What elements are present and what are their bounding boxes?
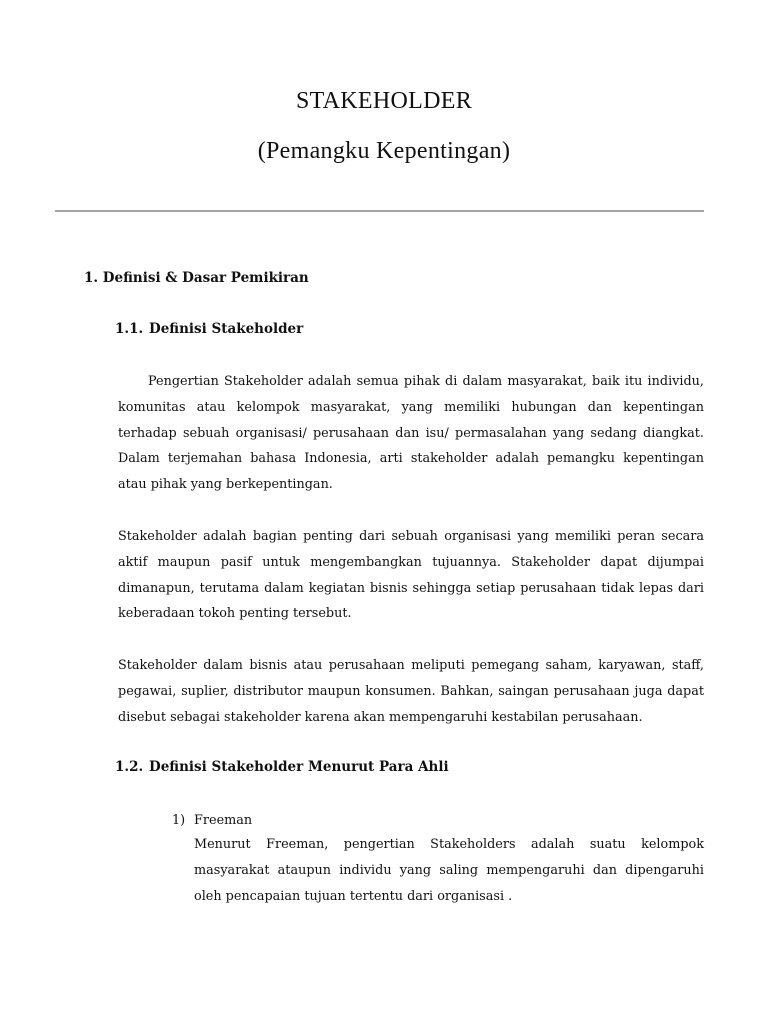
list-item-text: Menurut Freeman, pengertian Stakeholders adalah suatu kelompok masyarakat ataupun individu yang saling mempengaruhi dan dipengaruhi oleh pencapaian tujuan tertentu dari organisasi . bbox=[194, 837, 704, 904]
document-subtitle: (Pemangku Kepentingan) bbox=[257, 138, 511, 164]
section-1-heading bbox=[84, 270, 309, 286]
section-1-2-title: Definisi Stakeholder Menurut Para Ahli bbox=[149, 759, 449, 775]
paragraph-definition: Pengertian Stakeholder adalah semua pihak di dalam masyarakat, baik itu individu, komunitas atau kelompok masyarakat, yang memiliki hubungan dan kepentingan terhadap sebuah organisasi/ perusahaan dan isu/ permasalahan yang sedang diangkat. Dalam terjemahan bahasa Indonesia, arti stakeholder adalah pemangku kepentingan atau pihak yang berkepentingan. bbox=[118, 374, 704, 493]
paragraph-role: Stakeholder adalah bagian penting dari sebuah organisasi yang memiliki peran secara aktif maupun pasif untuk mengembangkan tujuannya. Stakeholder dapat dijumpai dimanapun, terutama dalam kegiatan bisnis sehingga setiap perusahaan tidak lepas dari keberadaan tokoh penting tersebut. bbox=[118, 529, 704, 622]
section-1-number: 1. bbox=[84, 270, 99, 286]
section-1-2-heading bbox=[115, 759, 449, 775]
title-divider bbox=[55, 210, 704, 212]
section-1-1-title: Definisi Stakeholder bbox=[149, 321, 304, 337]
list-item-name: Freeman bbox=[194, 813, 253, 828]
section-1-title: Definisi & Dasar Pemikiran bbox=[102, 270, 309, 286]
paragraph-business: Stakeholder dalam bisnis atau perusahaan meliputi pemegang saham, karyawan, staff, pegawai, suplier, distributor maupun konsumen. Bahkan, saingan perusahaan juga dapat disebut sebagai stakeholder karena akan mempengaruhi kestabilan perusahaan. bbox=[118, 658, 704, 725]
document-title: STAKEHOLDER bbox=[295, 88, 473, 114]
section-1-1-number: 1.1. bbox=[115, 321, 144, 337]
section-1-2-number: 1.2. bbox=[115, 759, 144, 775]
list-marker: 1) bbox=[172, 813, 186, 828]
section-1-1-heading bbox=[115, 321, 303, 337]
